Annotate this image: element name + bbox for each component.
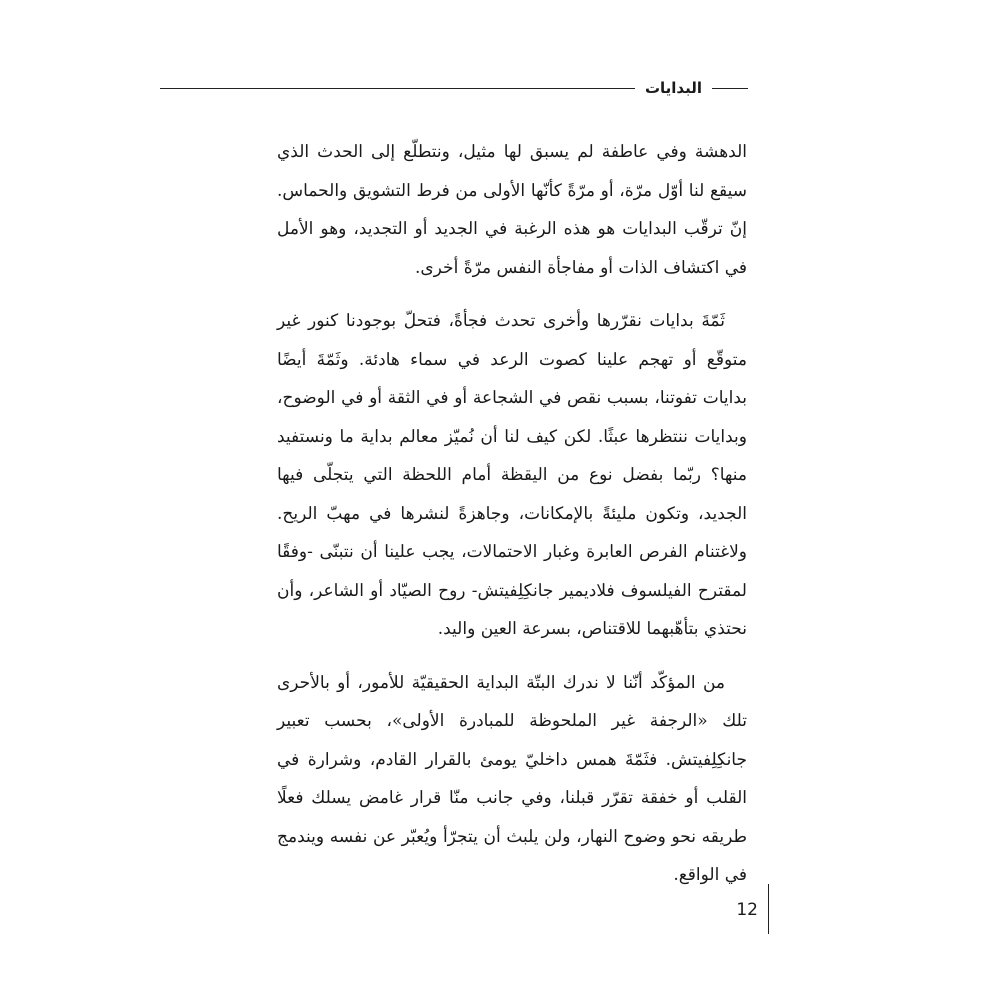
footer-rule	[768, 884, 769, 934]
header-rule	[160, 88, 635, 89]
paragraph-2: ثَمّةَ بدايات نقرّرها وأخرى تحدث فجأةً، فتحلّ بوجودنا كنور غير متوقّع أو تهجم علينا كصوت الرعد في سماء هادئة. وثَمّةَ أيضًا بدايات تفوتنا، بسبب نقص في الشجاعة أو في الثقة أو في الوضوح، وبدايات ننتظرها عبثًا. لكن كيف لنا أن نُميّز معالم بداية ما ونستفيد منها؟ ربّما بفضل نوع من اليقظة أمام اللحظة التي يتجلّى فيها الجديد، وتكون مليئةً بالإمكانات، وجاهزةً لنشرها في مهبّ الريح. ولاغتنام الفرص العابرة وغبار الاحتمالات، يجب علينا أن نتبنّى -وفقًا لمقترح الفيلسوف فلاديمير جانكِلِفيتش- روح الصيّاد أو الشاعر، وأن نحتذي بتأهّبهما للاقتناص، بسرعة العين واليد.	[277, 311, 747, 639]
paragraph-1: الدهشة وفي عاطفة لم يسبق لها مثيل، ونتطلّع إلى الحدث الذي سيقع لنا أوّل مرّة، أو مرّةً كأنّها الأولى من فرط التشويق والحماس. إنّ ترقّب البدايات هو هذه الرغبة في الجديد أو التجديد، وهو الأمل في اكتشاف الذات أو مفاجأة النفس مرّةً أخرى.	[277, 142, 747, 278]
chapter-title: البدايات	[644, 79, 702, 97]
page-number: 12	[736, 900, 758, 920]
running-header	[160, 76, 748, 100]
paragraph-3: من المؤكّد أنّنا لا ندرك البتّة البداية الحقيقيّة للأمور، أو بالأحرى تلك «الرجفة غير الملحوظة للمبادرة الأولى»، بحسب تعبير جانكِلِفيتش. فثَمّةَ همس داخليّ يومئ بالقرار القادم، وشرارة في القلب أو خفقة تقرّر قبلنا، وفي جانب منّا قرار غامض يسلك فعلًا طريقه نحو وضوح النهار، ولن يلبث أن يتجرّأ ويُعبّر عن نفسه ويندمج في الواقع.	[277, 672, 747, 885]
body-text	[277, 133, 747, 910]
header-dash	[712, 88, 748, 89]
